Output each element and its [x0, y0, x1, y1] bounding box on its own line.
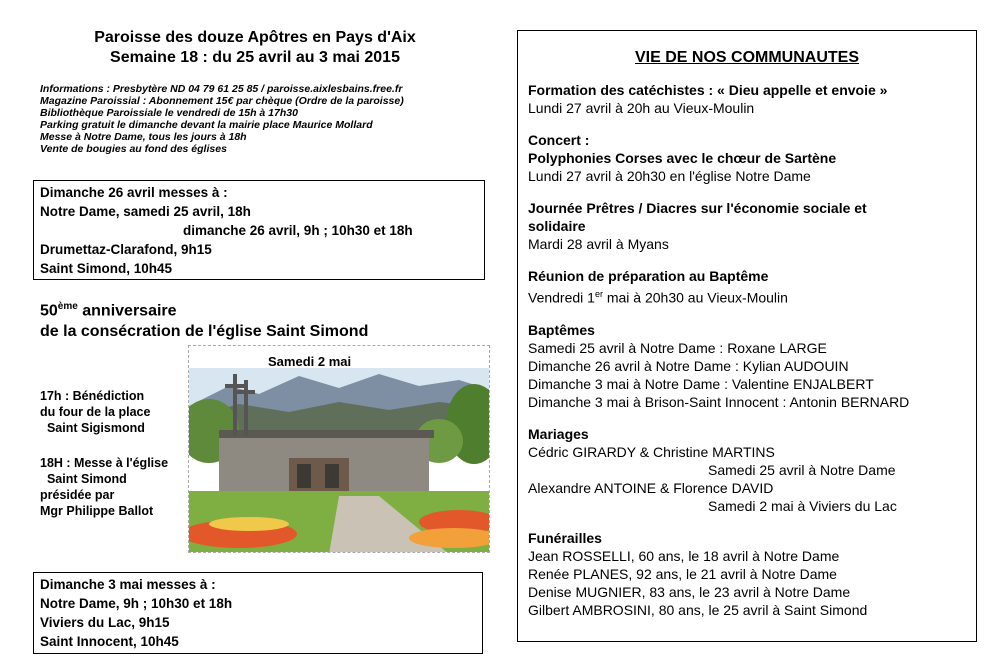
list-item: Samedi 25 avril à Notre Dame : Roxane LARGE [528, 339, 827, 356]
event-17h: 17h : Bénédiction du four de la place Saint Sigismond [40, 389, 151, 435]
masses-box-week2 [33, 572, 483, 654]
week-range: Semaine 18 : du 25 avril au 3 mai 2015 [110, 49, 400, 66]
parish-name: Paroisse des douze Apôtres en Pays d'Aix [94, 29, 416, 46]
list-item: Denise MUGNIER, 83 ans, le 23 avril à Notre Dame [528, 583, 851, 600]
section-concert: Concert : Polyphonies Corses avec le chœur de Sartène Lundi 27 avril à 20h30 en l'église Notre Dame [528, 132, 837, 184]
mass-line: dimanche 26 avril, 9h ; 10h30 et 18h [183, 223, 413, 238]
list-item: Samedi 25 avril à Notre Dame [708, 461, 896, 478]
list-item: Dimanche 3 mai à Notre Dame : Valentine ENJALBERT [528, 375, 874, 392]
anniversary-sup: ème [57, 301, 78, 312]
anniversary-title [40, 296, 368, 342]
list-item: Renée PLANES, 92 ans, le 21 avril à Notre Dame [528, 565, 837, 582]
mass-line: Notre Dame, 9h ; 10h30 et 18h [40, 596, 233, 611]
section-priests-day: Journée Prêtres / Diacres sur l'économie sociale et solidaire Mardi 28 avril à Myans [528, 200, 867, 252]
masses-heading: Dimanche 3 mai messes à : [40, 577, 216, 592]
mass-line: Saint Innocent, 10h45 [40, 634, 179, 649]
community-box [517, 30, 977, 642]
info-line: Bibliothèque Paroissiale le vendredi de 15h à 17h30 [40, 107, 298, 119]
anniversary-word: anniversaire [77, 302, 177, 320]
church-photo-illustration [189, 346, 490, 553]
info-line: Parking gratuit le dimanche devant la mairie place Maurice Mollard [40, 119, 373, 131]
section-catechists: Formation des catéchistes : « Dieu appelle et envoie » Lundi 27 avril à 20h au Vieux-Moulin [528, 82, 888, 116]
list-item: Dimanche 26 avril à Notre Dame : Kylian AUDOUIN [528, 357, 849, 374]
info-block [40, 83, 404, 155]
church-photo [188, 345, 490, 553]
community-heading: VIE DE NOS COMMUNAUTES [634, 49, 859, 66]
section-weddings: Mariages Cédric GIRARDY & Christine MARTINS Samedi 25 avril à Notre Dame Alexandre ANTOINE & Florence DAVID Samedi 2 mai à Viviers du Lac [528, 425, 966, 515]
list-item: Alexandre ANTOINE & Florence DAVID [528, 479, 774, 496]
anniversary-number: 50 [40, 302, 58, 320]
photo-date: Samedi 2 mai [268, 354, 352, 369]
mass-line: Drumettaz-Clarafond, 9h15 [40, 242, 212, 257]
list-item: Samedi 2 mai à Viviers du Lac [708, 497, 897, 514]
mass-line: Saint Simond, 10h45 [40, 261, 173, 276]
info-line: Vente de bougies au fond des églises [40, 143, 227, 155]
event-18h: 18H : Messe à l'église Saint Simond présidée par Mgr Philippe Ballot [40, 456, 169, 518]
list-item: Dimanche 3 mai à Brison-Saint Innocent : Antonin BERNARD [528, 393, 910, 410]
section-funerals: Funérailles Jean ROSSELLI, 60 ans, le 18 avril à Notre Dame Renée PLANES, 92 ans, le 21 avril à Notre Dame Denise MUGNIER, 83 ans, le 23 avril à Notre Dame Gilbert AMBROSINI, 80 ans, le 25 avril à Saint Simond [528, 529, 966, 619]
list-item: Jean ROSSELLI, 60 ans, le 18 avril à Notre Dame [528, 547, 840, 564]
section-baptisms: Baptêmes Samedi 25 avril à Notre Dame : Roxane LARGE Dimanche 26 avril à Notre Dame : Kylian AUDOUIN Dimanche 3 mai à Notre Dame : Valentine ENJALBERT Dimanche 3 mai à Brison-Saint Innocent : Antonin BERNARD [528, 321, 966, 411]
section-baptism-prep: Réunion de préparation au Baptême Vendredi 1er mai à 20h30 au Vieux-Moulin [528, 268, 788, 306]
masses-heading: Dimanche 26 avril messes à : [40, 185, 228, 200]
mass-line: Viviers du Lac, 9h15 [40, 615, 170, 630]
info-line: Informations : Presbytère ND 04 79 61 25 85 / paroisse.aixlesbains.free.fr [40, 83, 403, 95]
info-line: Magazine Paroissial : Abonnement 15€ par chèque (Ordre de la paroisse) [40, 95, 404, 107]
list-item: Cédric GIRARDY & Christine MARTINS [528, 443, 775, 460]
list-item: Gilbert AMBROSINI, 80 ans, le 25 avril à Saint Simond [528, 601, 868, 618]
parish-title [30, 28, 480, 68]
anniversary-subtitle: de la consécration de l'église Saint Simond [40, 323, 369, 341]
masses-box-week1 [33, 180, 485, 280]
info-line: Messe à Notre Dame, tous les jours à 18h [40, 131, 247, 143]
mass-line: Notre Dame, samedi 25 avril, 18h [40, 204, 251, 219]
